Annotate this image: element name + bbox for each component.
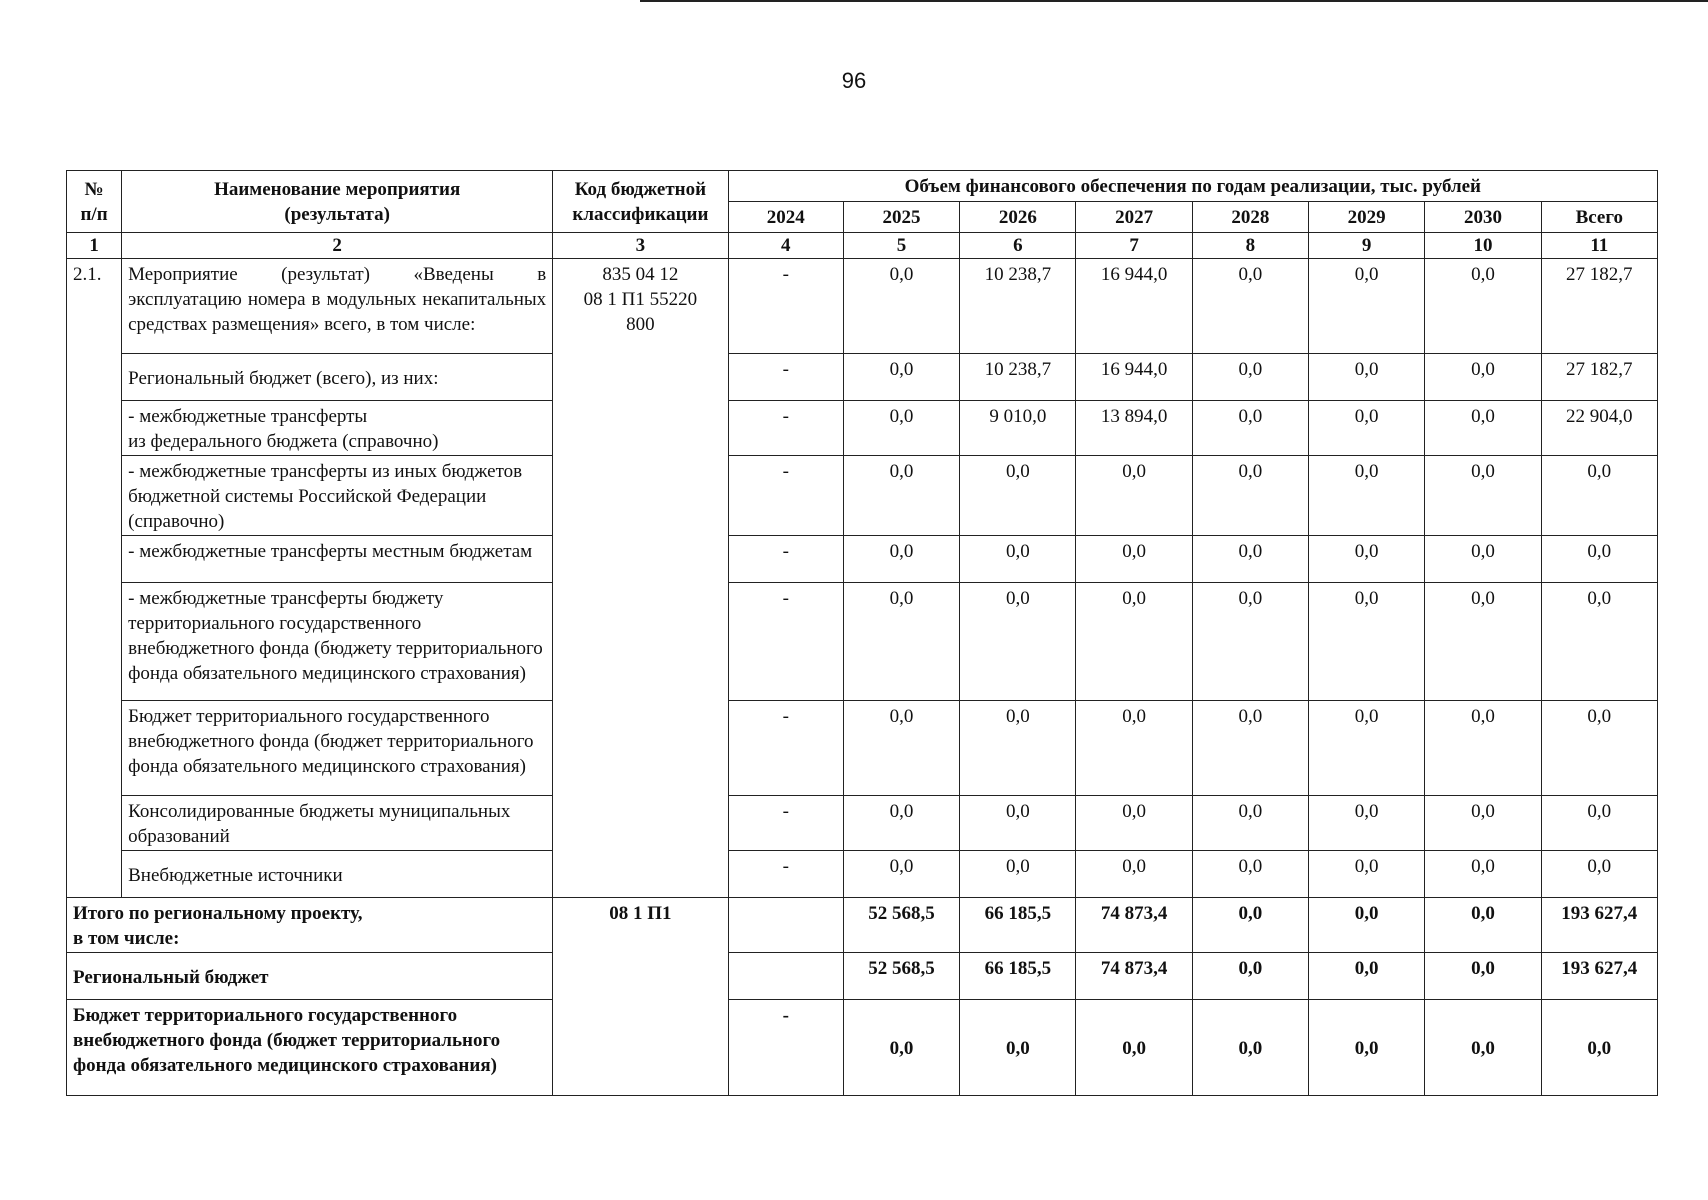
total-value-cell: 66 185,5 bbox=[960, 953, 1076, 1000]
value-cell: 0,0 bbox=[1076, 851, 1192, 898]
value-cell: 0,0 bbox=[843, 259, 959, 354]
value-cell: 0,0 bbox=[843, 851, 959, 898]
total-value-cell: 0,0 bbox=[960, 1000, 1076, 1096]
value-cell: 0,0 bbox=[1425, 259, 1541, 354]
value-cell: 0,0 bbox=[1541, 796, 1657, 851]
value-cell: 16 944,0 bbox=[1076, 354, 1192, 401]
value-cell: 0,0 bbox=[960, 796, 1076, 851]
value-cell: 0,0 bbox=[1076, 456, 1192, 536]
column-number: 10 bbox=[1425, 233, 1541, 259]
table-row bbox=[67, 401, 1658, 456]
value-cell: 0,0 bbox=[1541, 456, 1657, 536]
header-year: 2030 bbox=[1425, 202, 1541, 233]
total-row bbox=[67, 953, 1658, 1000]
value-cell: - bbox=[728, 456, 843, 536]
total-value-cell: 0,0 bbox=[1309, 953, 1425, 1000]
value-cell: 0,0 bbox=[1425, 354, 1541, 401]
header-name: Наименование мероприятия (результата) bbox=[122, 171, 553, 233]
value-cell: 0,0 bbox=[1309, 401, 1425, 456]
value-cell: 0,0 bbox=[1076, 583, 1192, 701]
value-cell: - bbox=[728, 401, 843, 456]
total-name: Региональный бюджет bbox=[67, 953, 553, 1000]
row-name: Бюджет территориального государственного внебюджетного фонда (бюджет территориального фонда обязательного медицинского страхования) bbox=[122, 701, 553, 796]
header-year: 2026 bbox=[960, 202, 1076, 233]
header-year: 2027 bbox=[1076, 202, 1192, 233]
column-number: 8 bbox=[1192, 233, 1308, 259]
total-value-cell bbox=[728, 898, 843, 953]
total-value-cell bbox=[728, 953, 843, 1000]
value-cell: 0,0 bbox=[1076, 796, 1192, 851]
table-row bbox=[67, 259, 1658, 354]
value-cell: 0,0 bbox=[843, 796, 959, 851]
total-value-cell: 0,0 bbox=[843, 1000, 959, 1096]
value-cell: 0,0 bbox=[1192, 851, 1308, 898]
column-number: 4 bbox=[728, 233, 843, 259]
value-cell: 0,0 bbox=[1425, 851, 1541, 898]
header-year: 2029 bbox=[1309, 202, 1425, 233]
row-name: Мероприятие (результат) «Введены в эксплуатацию номера в модульных некапитальных средствах размещения» всего, в том числе: bbox=[122, 259, 553, 354]
value-cell: - bbox=[728, 701, 843, 796]
value-cell: - bbox=[728, 796, 843, 851]
value-cell: 0,0 bbox=[1309, 701, 1425, 796]
row-name: - межбюджетные трансферты бюджету территориального государственного внебюджетного фонда (бюджету территориального фонда обязательного медицинского страхования) bbox=[122, 583, 553, 701]
value-cell: 0,0 bbox=[1192, 701, 1308, 796]
value-cell: 0,0 bbox=[960, 583, 1076, 701]
value-cell: - bbox=[728, 259, 843, 354]
total-value-cell: 0,0 bbox=[1425, 898, 1541, 953]
column-number: 1 bbox=[67, 233, 122, 259]
table-row bbox=[67, 701, 1658, 796]
value-cell: 0,0 bbox=[1425, 583, 1541, 701]
financing-table bbox=[66, 170, 1658, 1096]
page-number: 96 bbox=[841, 68, 867, 93]
column-numbers-row bbox=[67, 233, 1658, 259]
total-value-cell: - bbox=[728, 1000, 843, 1096]
value-cell: 0,0 bbox=[1541, 536, 1657, 583]
value-cell: 13 894,0 bbox=[1076, 401, 1192, 456]
total-value-cell: 0,0 bbox=[1541, 1000, 1657, 1096]
value-cell: 0,0 bbox=[843, 701, 959, 796]
header-code: Код бюджетной классификации bbox=[553, 171, 728, 233]
value-cell: 0,0 bbox=[1425, 796, 1541, 851]
header-year: 2025 bbox=[843, 202, 959, 233]
row-number: 2.1. bbox=[67, 259, 122, 898]
header-num: № п/п bbox=[67, 171, 122, 233]
table-row bbox=[67, 456, 1658, 536]
total-budget-code: 08 1 П1 bbox=[553, 898, 728, 1096]
table-row bbox=[67, 851, 1658, 898]
total-value-cell: 0,0 bbox=[1425, 1000, 1541, 1096]
value-cell: - bbox=[728, 536, 843, 583]
total-value-cell: 74 873,4 bbox=[1076, 953, 1192, 1000]
total-row bbox=[67, 1000, 1658, 1096]
value-cell: 10 238,7 bbox=[960, 259, 1076, 354]
value-cell: 0,0 bbox=[1309, 851, 1425, 898]
value-cell: 0,0 bbox=[1309, 796, 1425, 851]
total-value-cell: 52 568,5 bbox=[843, 953, 959, 1000]
total-value-cell: 0,0 bbox=[1309, 1000, 1425, 1096]
value-cell: 0,0 bbox=[960, 851, 1076, 898]
value-cell: 0,0 bbox=[843, 536, 959, 583]
total-value-cell: 0,0 bbox=[1192, 898, 1308, 953]
value-cell: 0,0 bbox=[843, 401, 959, 456]
value-cell: 0,0 bbox=[1309, 583, 1425, 701]
value-cell: 0,0 bbox=[1309, 456, 1425, 536]
value-cell: 0,0 bbox=[1192, 401, 1308, 456]
total-value-cell: 0,0 bbox=[1192, 1000, 1308, 1096]
value-cell: 0,0 bbox=[1541, 583, 1657, 701]
column-number: 5 bbox=[843, 233, 959, 259]
total-value-cell: 193 627,4 bbox=[1541, 898, 1657, 953]
value-cell: 0,0 bbox=[960, 701, 1076, 796]
value-cell: 0,0 bbox=[1309, 536, 1425, 583]
table-row bbox=[67, 796, 1658, 851]
header-financing-group: Объем финансового обеспечения по годам реализации, тыс. рублей bbox=[728, 171, 1657, 202]
total-value-cell: 74 873,4 bbox=[1076, 898, 1192, 953]
value-cell: 0,0 bbox=[1541, 851, 1657, 898]
value-cell: 0,0 bbox=[1192, 583, 1308, 701]
total-value-cell: 0,0 bbox=[1309, 898, 1425, 953]
value-cell: 16 944,0 bbox=[1076, 259, 1192, 354]
value-cell: 0,0 bbox=[1425, 701, 1541, 796]
column-number: 7 bbox=[1076, 233, 1192, 259]
value-cell: 9 010,0 bbox=[960, 401, 1076, 456]
row-name: - межбюджетные трансферты из федерального бюджета (справочно) bbox=[122, 401, 553, 456]
total-row bbox=[67, 898, 1658, 953]
value-cell: - bbox=[728, 851, 843, 898]
column-number: 11 bbox=[1541, 233, 1657, 259]
budget-code: 835 04 12 08 1 П1 55220 800 bbox=[553, 259, 728, 898]
table-row bbox=[67, 536, 1658, 583]
value-cell: 27 182,7 bbox=[1541, 354, 1657, 401]
value-cell: 0,0 bbox=[1192, 354, 1308, 401]
value-cell: 0,0 bbox=[843, 456, 959, 536]
column-number: 9 bbox=[1309, 233, 1425, 259]
value-cell: 0,0 bbox=[1541, 701, 1657, 796]
value-cell: 10 238,7 bbox=[960, 354, 1076, 401]
value-cell: 0,0 bbox=[843, 583, 959, 701]
total-value-cell: 66 185,5 bbox=[960, 898, 1076, 953]
column-number: 2 bbox=[122, 233, 553, 259]
table-row bbox=[67, 583, 1658, 701]
value-cell: 0,0 bbox=[843, 354, 959, 401]
column-number: 3 bbox=[553, 233, 728, 259]
table-row bbox=[67, 354, 1658, 401]
value-cell: - bbox=[728, 583, 843, 701]
row-name: Внебюджетные источники bbox=[122, 851, 553, 898]
value-cell: - bbox=[728, 354, 843, 401]
total-value-cell: 0,0 bbox=[1076, 1000, 1192, 1096]
value-cell: 0,0 bbox=[1076, 701, 1192, 796]
total-value-cell: 0,0 bbox=[1192, 953, 1308, 1000]
value-cell: 0,0 bbox=[960, 536, 1076, 583]
value-cell: 27 182,7 bbox=[1541, 259, 1657, 354]
value-cell: 0,0 bbox=[1425, 536, 1541, 583]
value-cell: 0,0 bbox=[1425, 456, 1541, 536]
total-value-cell: 52 568,5 bbox=[843, 898, 959, 953]
value-cell: 0,0 bbox=[1192, 456, 1308, 536]
row-name: - межбюджетные трансферты местным бюджетам bbox=[122, 536, 553, 583]
value-cell: 0,0 bbox=[1192, 796, 1308, 851]
table-body bbox=[67, 259, 1658, 1096]
top-rule bbox=[640, 0, 1708, 2]
value-cell: 22 904,0 bbox=[1541, 401, 1657, 456]
value-cell: 0,0 bbox=[1425, 401, 1541, 456]
row-name: Консолидированные бюджеты муниципальных образований bbox=[122, 796, 553, 851]
total-name: Бюджет территориального государственного внебюджетного фонда (бюджет территориального фонда обязательного медицинского страхования) bbox=[67, 1000, 553, 1096]
value-cell: 0,0 bbox=[1192, 536, 1308, 583]
total-value-cell: 0,0 bbox=[1425, 953, 1541, 1000]
header-year: 2028 bbox=[1192, 202, 1308, 233]
value-cell: 0,0 bbox=[1309, 259, 1425, 354]
header-year: Всего bbox=[1541, 202, 1657, 233]
total-name: Итого по региональному проекту, в том числе: bbox=[67, 898, 553, 953]
value-cell: 0,0 bbox=[1309, 354, 1425, 401]
column-number: 6 bbox=[960, 233, 1076, 259]
value-cell: 0,0 bbox=[960, 456, 1076, 536]
value-cell: 0,0 bbox=[1192, 259, 1308, 354]
value-cell: 0,0 bbox=[1076, 536, 1192, 583]
header-year: 2024 bbox=[728, 202, 843, 233]
total-value-cell: 193 627,4 bbox=[1541, 953, 1657, 1000]
row-name: Региональный бюджет (всего), из них: bbox=[122, 354, 553, 401]
row-name: - межбюджетные трансферты из иных бюджетов бюджетной системы Российской Федерации (справочно) bbox=[122, 456, 553, 536]
